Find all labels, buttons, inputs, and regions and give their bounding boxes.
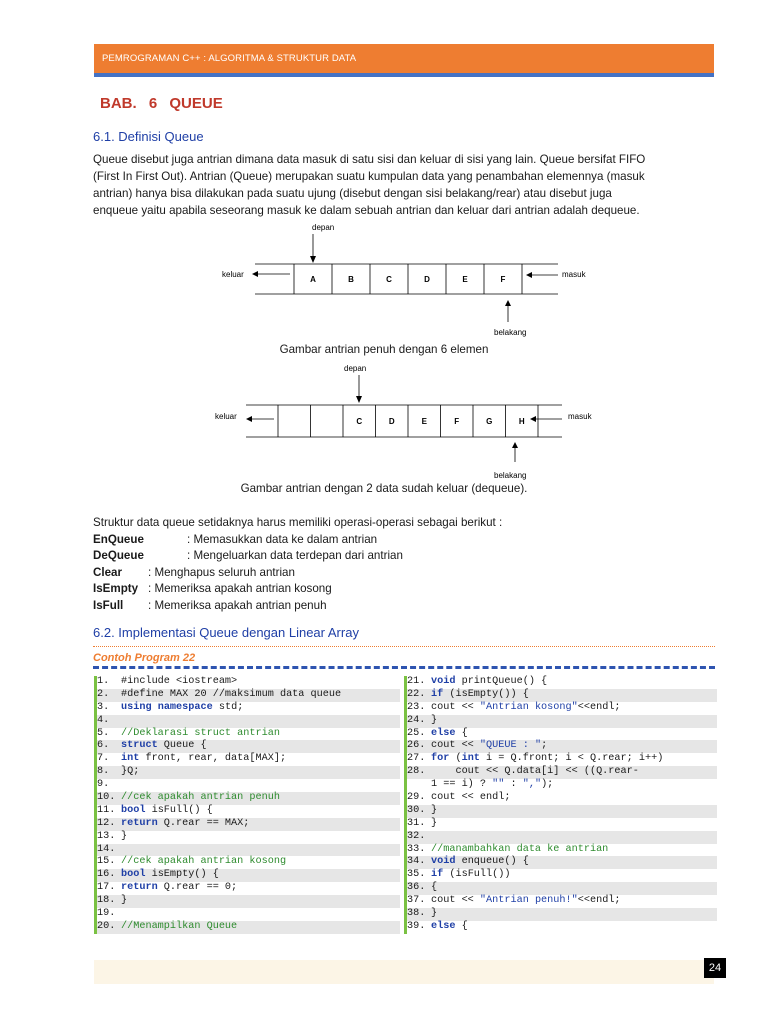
code-line bbox=[407, 921, 717, 934]
keluar-label: keluar bbox=[222, 270, 244, 279]
line-number: 36. bbox=[407, 882, 426, 894]
paragraph-line: (First In First Out). Antrian (Queue) merupakan suatu kumpulan data yang penambahan elemennya (masuk bbox=[93, 170, 645, 183]
queue-cell-value: G bbox=[486, 417, 493, 426]
keluar-arrowhead bbox=[246, 416, 252, 422]
belakang-label: belakang bbox=[494, 328, 527, 337]
line-number: 9. bbox=[97, 779, 110, 791]
operations-list bbox=[93, 515, 502, 615]
code-line bbox=[407, 766, 717, 779]
queue-cell-value: E bbox=[421, 417, 427, 426]
depan-label: depan bbox=[312, 223, 335, 232]
code-text: cout << "Antrian kosong"<<endl; bbox=[431, 701, 621, 713]
code-text: cout << endl; bbox=[431, 792, 511, 804]
code-text: } bbox=[431, 804, 438, 816]
code-text: //Menampilkan Queue bbox=[121, 920, 238, 932]
line-number: 39. bbox=[407, 920, 426, 932]
keluar-label: keluar bbox=[215, 412, 237, 421]
code-line bbox=[97, 702, 400, 715]
code-line bbox=[97, 728, 400, 741]
line-number: 11. bbox=[97, 804, 116, 816]
queue-cell-value: A bbox=[310, 275, 316, 284]
line-number: 2. bbox=[97, 688, 110, 700]
paragraph-line: Queue disebut juga antrian dimana data masuk di satu sisi dan keluar di sisi yang lain. Queue bersifat FIFO bbox=[93, 153, 646, 166]
line-number: 35. bbox=[407, 869, 426, 881]
line-number: 33. bbox=[407, 843, 426, 855]
figure-caption-full: Gambar antrian penuh dengan 6 elemen bbox=[279, 343, 489, 356]
operation-name: IsFull bbox=[93, 598, 124, 612]
operation-clear bbox=[93, 565, 502, 582]
queue-cells bbox=[278, 405, 538, 437]
line-number: 25. bbox=[407, 727, 426, 739]
header-title: PEMROGRAMAN C++ : ALGORITMA & STRUKTUR DATA bbox=[102, 53, 357, 64]
queue-cell-value: F bbox=[454, 417, 460, 426]
operation-desc: : Memeriksa apakah antrian penuh bbox=[148, 598, 327, 612]
code-line bbox=[97, 689, 400, 702]
code-line bbox=[97, 831, 400, 844]
operation-enqueue bbox=[93, 532, 502, 549]
section-heading-definisi: 6.1. Definisi Queue bbox=[93, 129, 204, 144]
line-number: 21. bbox=[407, 676, 426, 687]
line-number: 38. bbox=[407, 908, 426, 920]
line-number: 24. bbox=[407, 714, 426, 726]
chapter-number: BAB. 6 bbox=[100, 95, 158, 112]
queue-cell-value: C bbox=[386, 275, 392, 284]
code-text: //manambahkan data ke antrian bbox=[431, 843, 609, 855]
operation-dequeue bbox=[93, 548, 502, 565]
operation-desc: : Menghapus seluruh antrian bbox=[148, 565, 295, 579]
belakang-arrowhead bbox=[505, 300, 511, 306]
code-text: cout << "QUEUE : "; bbox=[431, 740, 548, 752]
code-text: //Deklarasi struct antrian bbox=[121, 727, 280, 739]
code-text: for (int i = Q.front; i < Q.rear; i++) bbox=[431, 753, 664, 765]
code-text: //cek apakah antrian penuh bbox=[121, 792, 280, 804]
queue-cell-value: F bbox=[500, 275, 506, 284]
code-line bbox=[407, 831, 717, 844]
code-line bbox=[407, 740, 717, 753]
line-number: 22. bbox=[407, 688, 426, 700]
code-text: #define MAX 20 //maksimum data queue bbox=[121, 688, 342, 700]
operation-name: EnQueue bbox=[93, 532, 144, 546]
code-text: cout << "Antrian penuh!"<<endl; bbox=[431, 895, 621, 907]
code-line bbox=[407, 676, 717, 689]
code-text: else { bbox=[431, 920, 468, 932]
depan-label: depan bbox=[344, 364, 367, 373]
code-text: return Q.rear == 0; bbox=[121, 882, 238, 894]
code-line bbox=[97, 766, 400, 779]
code-line bbox=[407, 908, 717, 921]
section-dotted-rule bbox=[93, 646, 715, 647]
line-number: 13. bbox=[97, 830, 116, 842]
code-line bbox=[407, 728, 717, 741]
line-number: 12. bbox=[97, 817, 116, 829]
code-text: struct Queue { bbox=[121, 740, 207, 752]
code-line bbox=[407, 805, 717, 818]
section-heading-implementasi: 6.2. Implementasi Queue dengan Linear Array bbox=[93, 625, 359, 640]
code-line bbox=[97, 676, 400, 689]
code-line bbox=[97, 895, 400, 908]
paragraph-line: enqueue yaitu apabila seseorang masuk ke dalam sebuah antrian dan keluar dari antrian adalah dequeue. bbox=[93, 204, 640, 217]
code-text: using namespace std; bbox=[121, 701, 244, 713]
line-number: 4. bbox=[97, 714, 110, 726]
code-text: } bbox=[431, 908, 438, 920]
operations-intro: Struktur data queue setidaknya harus memiliki operasi-operasi sebagai berikut : bbox=[93, 516, 503, 529]
code-line bbox=[97, 753, 400, 766]
line-number: 20. bbox=[97, 920, 116, 932]
code-line bbox=[407, 856, 717, 869]
depan-arrowhead bbox=[310, 256, 316, 263]
masuk-arrowhead bbox=[530, 416, 536, 422]
code-line bbox=[97, 844, 400, 857]
code-line bbox=[407, 779, 717, 792]
operation-isfull bbox=[93, 598, 502, 615]
line-number: 29. bbox=[407, 792, 426, 804]
code-line bbox=[407, 895, 717, 908]
line-number: 23. bbox=[407, 701, 426, 713]
line-number: 14. bbox=[97, 843, 116, 855]
code-line bbox=[97, 805, 400, 818]
queue-cells bbox=[294, 264, 522, 294]
queue-cell-value: H bbox=[518, 417, 525, 426]
line-number: 1. bbox=[97, 676, 110, 687]
figure-caption-dequeue: Gambar antrian dengan 2 data sudah keluar (dequeue). bbox=[240, 482, 528, 495]
code-text: int front, rear, data[MAX]; bbox=[121, 753, 287, 765]
code-line bbox=[407, 792, 717, 805]
line-number: 19. bbox=[97, 908, 116, 920]
line-number: 32. bbox=[407, 830, 426, 842]
code-line bbox=[97, 869, 400, 882]
line-number: 10. bbox=[97, 792, 116, 804]
code-text: } bbox=[431, 714, 438, 726]
page-number: 24 bbox=[704, 958, 726, 978]
line-number: 15. bbox=[97, 856, 116, 868]
header-divider bbox=[94, 73, 714, 77]
code-text: void printQueue() { bbox=[431, 676, 548, 687]
queue-cell-value: B bbox=[348, 275, 354, 284]
code-listing-left bbox=[94, 676, 400, 934]
code-text: if (isEmpty()) { bbox=[431, 688, 529, 700]
code-line bbox=[97, 856, 400, 869]
program-label: Contoh Program 22 bbox=[93, 652, 196, 664]
operation-name: Clear bbox=[93, 565, 123, 579]
line-number: 5. bbox=[97, 727, 110, 739]
code-line bbox=[407, 844, 717, 857]
code-line bbox=[97, 818, 400, 831]
line-number: 3. bbox=[97, 701, 110, 713]
code-text: { bbox=[431, 882, 438, 894]
code-text: #include <iostream> bbox=[121, 676, 238, 687]
code-line bbox=[97, 740, 400, 753]
code-line bbox=[97, 921, 400, 934]
line-number: 7. bbox=[97, 753, 110, 765]
operation-name: IsEmpty bbox=[93, 582, 139, 596]
code-text: cout << Q.data[i] << ((Q.rear- bbox=[431, 766, 639, 778]
operation-desc: : Memeriksa apakah antrian kosong bbox=[148, 582, 332, 596]
code-text: 1 == i) ? "" : ","); bbox=[431, 779, 554, 791]
code-line bbox=[97, 715, 400, 728]
depan-arrowhead bbox=[356, 396, 362, 403]
queue-full-diagram bbox=[200, 218, 620, 340]
program-dashed-rule bbox=[93, 666, 715, 669]
code-line bbox=[97, 908, 400, 921]
code-line bbox=[97, 792, 400, 805]
code-text: } bbox=[121, 830, 128, 842]
queue-cell-value: E bbox=[462, 275, 468, 284]
code-listing-right bbox=[404, 676, 717, 934]
code-text: } bbox=[121, 895, 128, 907]
code-text: if (isFull()) bbox=[431, 869, 511, 881]
code-text: return Q.rear == MAX; bbox=[121, 817, 250, 829]
code-line bbox=[407, 715, 717, 728]
operation-desc: : Memasukkan data ke dalam antrian bbox=[187, 532, 378, 546]
code-text: bool isFull() { bbox=[121, 804, 213, 816]
belakang-label: belakang bbox=[494, 471, 527, 480]
definition-paragraph bbox=[93, 151, 715, 219]
operation-name: DeQueue bbox=[93, 549, 144, 563]
code-text: //cek apakah antrian kosong bbox=[121, 856, 287, 868]
line-number: 8. bbox=[97, 766, 110, 778]
chapter-title: QUEUE bbox=[169, 95, 223, 112]
line-number: 31. bbox=[407, 817, 426, 829]
line-number: 17. bbox=[97, 882, 116, 894]
keluar-arrowhead bbox=[252, 271, 258, 277]
operation-isempty bbox=[93, 581, 502, 598]
code-text: bool isEmpty() { bbox=[121, 869, 219, 881]
paragraph-line: antrian) hanya bisa dilakukan pada suatu ujung (disebut dengan sisi belakang/rear) atau disebut juga bbox=[93, 187, 612, 200]
masuk-label: masuk bbox=[568, 412, 592, 421]
code-line bbox=[97, 882, 400, 895]
queue-cell-value: C bbox=[356, 417, 363, 426]
line-number: 28. bbox=[407, 766, 426, 778]
code-line bbox=[407, 753, 717, 766]
masuk-label: masuk bbox=[562, 270, 586, 279]
line-number: 26. bbox=[407, 740, 426, 752]
code-text: else { bbox=[431, 727, 468, 739]
code-line bbox=[407, 689, 717, 702]
code-text: void enqueue() { bbox=[431, 856, 529, 868]
code-line bbox=[407, 882, 717, 895]
masuk-arrowhead bbox=[526, 272, 532, 278]
line-number: 16. bbox=[97, 869, 116, 881]
line-number: 18. bbox=[97, 895, 116, 907]
queue-dequeue-diagram bbox=[200, 360, 620, 484]
line-number: 6. bbox=[97, 740, 110, 752]
queue-cell-value: D bbox=[424, 275, 430, 284]
footer-band bbox=[94, 960, 714, 984]
page-header bbox=[94, 44, 714, 73]
code-line bbox=[407, 702, 717, 715]
line-number: 37. bbox=[407, 895, 426, 907]
queue-cell-value: D bbox=[388, 417, 395, 426]
code-text: }Q; bbox=[121, 766, 140, 778]
code-line bbox=[407, 818, 717, 831]
code-line bbox=[407, 869, 717, 882]
code-text: } bbox=[431, 817, 438, 829]
line-number: 34. bbox=[407, 856, 426, 868]
belakang-arrowhead bbox=[512, 442, 518, 448]
line-number: 27. bbox=[407, 753, 426, 765]
line-number: 30. bbox=[407, 804, 426, 816]
operation-desc: : Mengeluarkan data terdepan dari antrian bbox=[187, 549, 403, 563]
code-line bbox=[97, 779, 400, 792]
chapter-heading bbox=[100, 95, 223, 112]
